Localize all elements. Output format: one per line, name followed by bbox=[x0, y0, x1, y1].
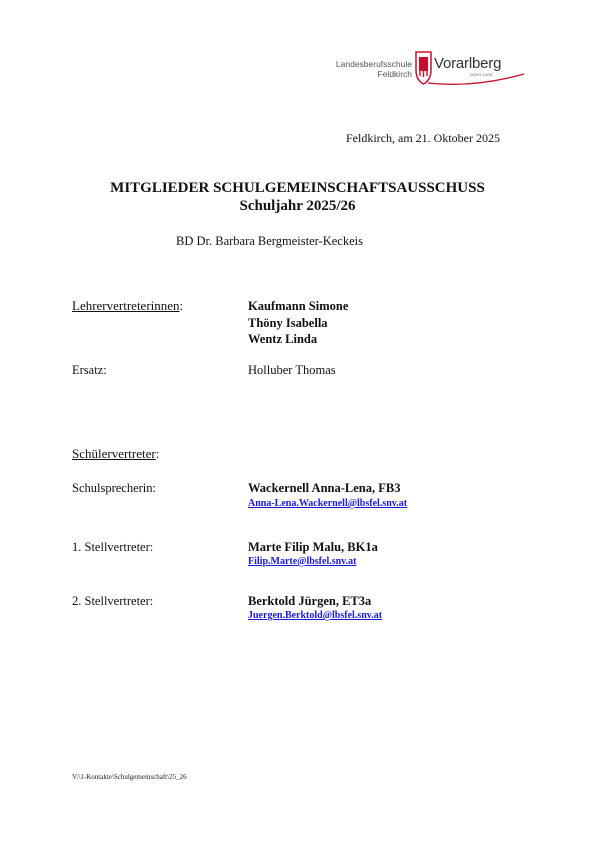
student-role: Schulsprecherin: bbox=[72, 481, 157, 495]
students-heading bbox=[72, 446, 159, 462]
brand-tagline: unser Land bbox=[470, 72, 493, 77]
substitute-name: Holluber Thomas bbox=[248, 363, 336, 377]
footer-file-path: V:\1-Kontakte\Schulgemeinschaft\25_26 bbox=[72, 773, 187, 781]
chair-name: BD Dr. Barbara Bergmeister-Keckeis bbox=[176, 234, 363, 248]
school-name-line1: Landesberufsschule bbox=[335, 59, 412, 69]
substitute-label: Ersatz: bbox=[72, 363, 107, 377]
teachers-heading-text: Lehrervertreterinnen bbox=[72, 298, 180, 313]
student-name: Marte Filip Malu, BK1a bbox=[248, 540, 378, 554]
teacher-member: Thöny Isabella bbox=[248, 316, 328, 330]
student-email-link[interactable]: Filip.Marte@lbsfel.snv.at bbox=[248, 556, 357, 567]
vorarlberg-logo bbox=[414, 50, 526, 86]
teachers-heading bbox=[72, 298, 183, 314]
student-email-link[interactable]: Anna-Lena.Wackernell@lbsfel.snv.at bbox=[248, 498, 408, 509]
document-subtitle: Schuljahr 2025/26 bbox=[239, 198, 356, 214]
student-name: Berktold Jürgen, ET3a bbox=[248, 594, 372, 608]
teacher-member: Wentz Linda bbox=[248, 332, 318, 346]
school-name-line2: Feldkirch bbox=[377, 69, 412, 79]
brand-name: Vorarlberg bbox=[434, 55, 502, 72]
student-role: 1. Stellvertreter: bbox=[72, 540, 154, 554]
school-name bbox=[318, 59, 412, 79]
students-heading-text: Schülervertreter bbox=[72, 446, 156, 461]
student-name: Wackernell Anna-Lena, FB3 bbox=[248, 481, 401, 495]
students-heading-colon: : bbox=[155, 446, 160, 461]
document-title: MITGLIEDER SCHULGEMEINSCHAFTSAUSSCHUSS bbox=[110, 180, 485, 196]
student-email-link[interactable]: Juergen.Berktold@lbsfel.snv.at bbox=[248, 610, 383, 621]
teachers-heading-colon: : bbox=[179, 298, 184, 313]
student-role: 2. Stellvertreter: bbox=[72, 594, 154, 608]
document-date: Feldkirch, am 21. Oktober 2025 bbox=[346, 131, 500, 145]
teacher-member: Kaufmann Simone bbox=[248, 299, 349, 313]
